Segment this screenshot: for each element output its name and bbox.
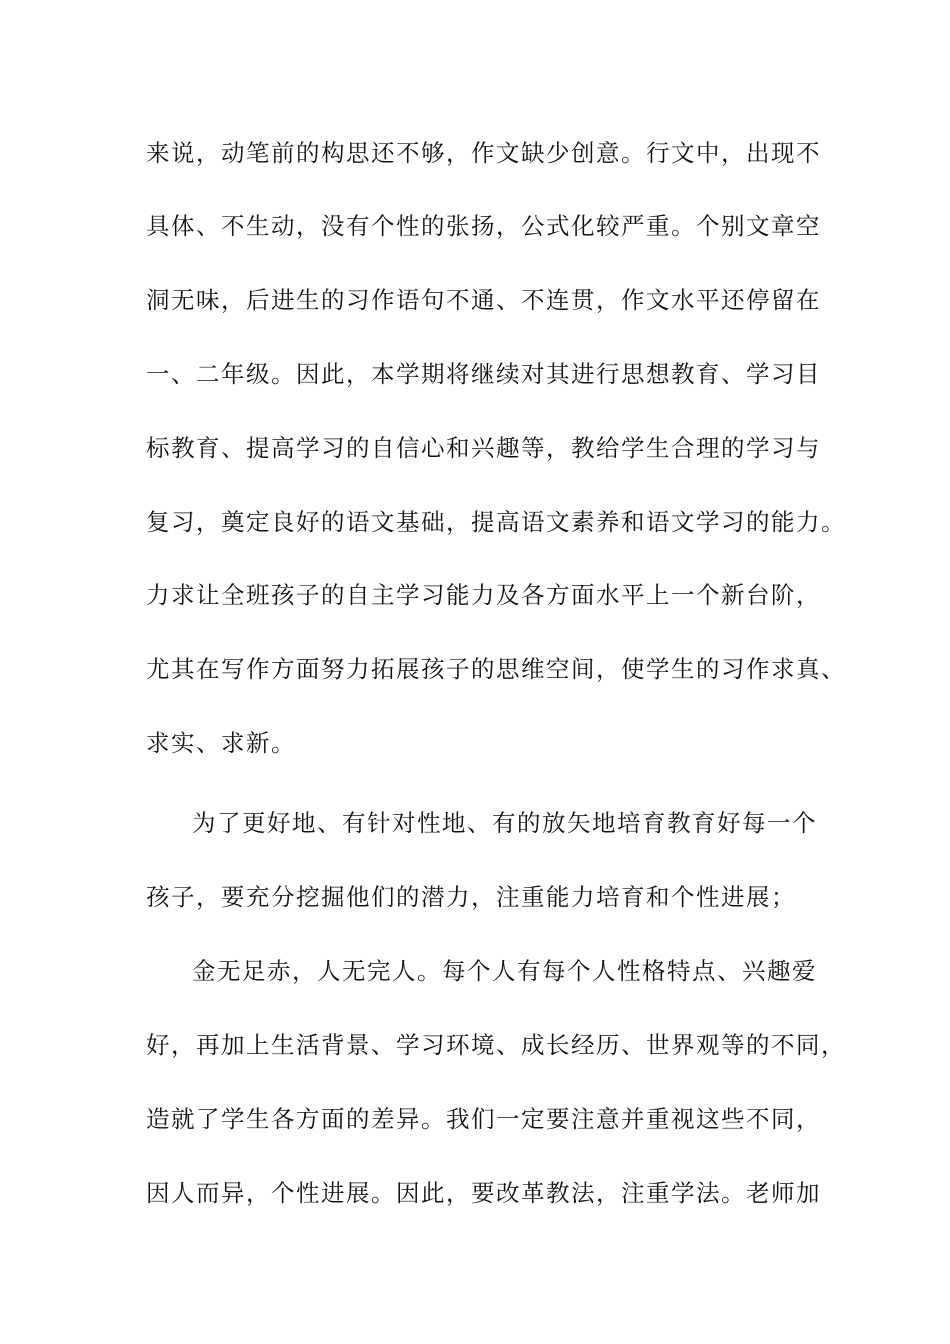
text-line: 洞无味，后进生的习作语句不通、不连贯，作文水平还停留在 [146, 286, 821, 314]
text-line: 一、二年级。因此，本学期将继续对其进行思想教育、学习目 [146, 360, 821, 388]
text-line: 尤其在写作方面努力拓展孩子的思维空间，使学生的习作求真、 [146, 655, 846, 683]
text-line: 因人而异，个性进展。因此，要改革教法，注重学法。老师加 [146, 1179, 821, 1207]
text-line: 力求让全班孩子的自主学习能力及各方面水平上一个新台阶， [146, 581, 821, 609]
text-line: 具体、不生动，没有个性的张扬，公式化较严重。个别文章空 [146, 212, 821, 240]
text-line: 为了更好地、有针对性地、有的放矢地培育教育好每一个 [192, 809, 817, 837]
text-line: 求实、求新。 [146, 729, 296, 757]
text-line: 好，再加上生活背景、学习环境、成长经历、世界观等的不同， [146, 1031, 846, 1059]
text-line: 来说，动笔前的构思还不够，作文缺少创意。行文中，出现不 [146, 139, 821, 167]
text-line: 金无足赤，人无完人。每个人有每个人性格特点、兴趣爱 [192, 957, 817, 985]
text-line: 标教育、提高学习的自信心和兴趣等，教给学生合理的学习与 [146, 434, 821, 462]
text-line: 孩子，要充分挖掘他们的潜力，注重能力培育和个性进展； [146, 883, 796, 911]
text-line: 复习，奠定良好的语文基础，提高语文素养和语文学习的能力。 [146, 508, 846, 536]
text-line: 造就了学生各方面的差异。我们一定要注意并重视这些不同， [146, 1105, 821, 1133]
